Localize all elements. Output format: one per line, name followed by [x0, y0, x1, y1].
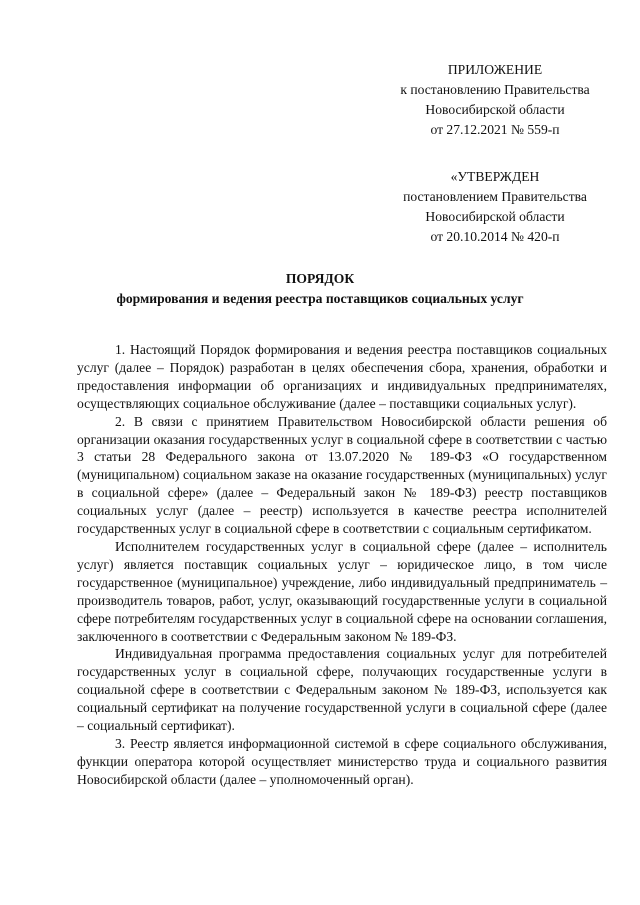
appendix-line-2: Новосибирской области [425, 102, 565, 117]
document-heading: ПОРЯДОК [285, 271, 355, 286]
paragraph-1: 1. Настоящий Порядок формирования и ведения реестра поставщиков социальных услуг (далее – Порядок) разработан в целях обеспечения сбора, хранения, обработки и предоставления информации об организациях и индивидуальных предпринимателях, осуществляющих социальное обслуживание (далее – поставщики социальных услуг). [77, 342, 607, 411]
document-title [40, 269, 600, 309]
paragraph-5: 3. Реестр является информационной системой в сфере социального обслуживания, функции оператора которой осуществляет министерство труда и социального развития Новосибирской области (далее – уполномоченный орган). [77, 735, 607, 787]
approved-header [385, 167, 605, 247]
approved-title: «УТВЕРЖДЕН [450, 169, 540, 184]
approved-line-3: от 20.10.2014 № 420-п [430, 229, 560, 244]
paragraph-3: Исполнителем государственных услуг в социальной сфере (далее – исполнитель услуг) является поставщик социальных услуг – юридическое лицо, в том числе государственное (муниципальное) учреждение, либо индивидуальный предприниматель – производитель товаров, работ, услуг, оказывающий государственные услуги в социальной сфере потребителям государственных услуг в социальной сфере на основании соглашения, заключенного в соответствии с Федеральным законом № 189-ФЗ. [77, 538, 607, 644]
paragraph-2: 2. В связи с принятием Правительством Новосибирской области решения об организации оказания государственных услуг в социальной сфере в соответствии с частью 3 статьи 28 Федерального закона от 13.07.2020 № 189-ФЗ «О государственном (муниципальном) социальном заказе на оказание государственных (муниципальных) услуг в социальной сфере» (далее – Федеральный закон № 189-ФЗ) реестр поставщиков социальных услуг (далее – реестр) используется в качестве реестра исполнителей государственных услуг в социальной сфере в соответствии с социальным сертификатом. [77, 413, 607, 537]
approved-line-1: постановлением Правительства [403, 189, 587, 204]
appendix-line-3: от 27.12.2021 № 559-п [430, 122, 560, 137]
appendix-header [385, 60, 605, 140]
document-subheading: формирования и ведения реестра поставщиков социальных услуг [116, 291, 524, 306]
paragraph-4: Индивидуальная программа предоставления социальных услуг для потребителей государственных услуг в социальной сфере, получающих государственные услуги в социальной сфере в соответствии с Федеральным законом № 189-ФЗ, используется как социальный сертификат на получение государственной услуги в социальной сфере (далее – социальный сертификат). [77, 646, 607, 734]
document-body [77, 341, 607, 789]
appendix-line-1: к постановлению Правительства [400, 82, 590, 97]
approved-line-2: Новосибирской области [425, 209, 565, 224]
appendix-title: ПРИЛОЖЕНИЕ [447, 62, 543, 77]
